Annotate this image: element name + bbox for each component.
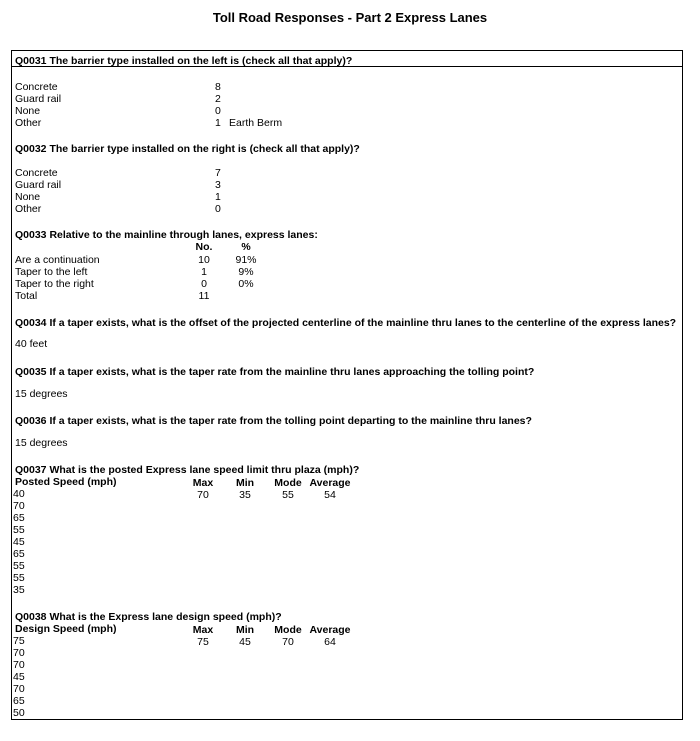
q33-no: 1: [201, 266, 207, 278]
q31-question: Q0031 The barrier type installed on the left is (check all that apply)?: [15, 55, 353, 67]
q33-no: 10: [198, 254, 210, 266]
page-title: Toll Road Responses - Part 2 Express Lanes: [212, 10, 488, 25]
q31-count: 2: [215, 93, 221, 105]
q32-count: 0: [215, 203, 221, 215]
q31-count: 1: [215, 117, 221, 129]
q38-stat-value: 45: [239, 636, 251, 648]
q33-pct: 91%: [235, 254, 257, 266]
q32-question: Q0032 The barrier type installed on the right is (check all that apply)?: [15, 143, 360, 155]
q37-value: 45: [13, 536, 25, 548]
q34-answer: 40 feet: [15, 338, 48, 350]
q37-value: 55: [13, 524, 25, 536]
q37-stat-value: 35: [239, 489, 251, 501]
q32-label: Guard rail: [15, 179, 62, 191]
q38-stat-header: Mode: [274, 624, 302, 636]
q36-answer: 15 degrees: [15, 437, 68, 449]
q32-label: Other: [15, 203, 42, 215]
q33-pct: 9%: [238, 266, 254, 278]
q37-col-label: Posted Speed (mph): [15, 476, 117, 488]
q38-value: 70: [13, 647, 25, 659]
q38-col-label: Design Speed (mph): [15, 623, 117, 635]
q37-value: 65: [13, 548, 25, 560]
q31-label: Other: [15, 117, 42, 129]
q31-count: 8: [215, 81, 221, 93]
q31-note: Earth Berm: [229, 117, 283, 129]
q33-no: 11: [198, 290, 210, 302]
q37-value: 65: [13, 512, 25, 524]
q33-label: Taper to the left: [15, 266, 88, 278]
q37-stat-header: Average: [309, 477, 351, 489]
q33-label: Are a continuation: [15, 254, 100, 266]
q38-stat-header: Average: [309, 624, 351, 636]
q37-stat-header: Mode: [274, 477, 302, 489]
q33-col-pct: %: [241, 241, 251, 253]
q31-label: Concrete: [15, 81, 58, 93]
q31-label: Guard rail: [15, 93, 62, 105]
q33-question: Q0033 Relative to the mainline through lanes, express lanes:: [15, 229, 318, 241]
q38-value: 70: [13, 659, 25, 671]
q35-question: Q0035 If a taper exists, what is the taper rate from the mainline thru lanes approaching the tolling point?: [15, 366, 535, 378]
q37-value: 55: [13, 572, 25, 584]
q38-value: 65: [13, 695, 25, 707]
q33-col-no: No.: [195, 241, 213, 253]
q31-count: 0: [215, 105, 221, 117]
q38-stat-value: 70: [282, 636, 294, 648]
q37-stat-header: Min: [235, 477, 255, 489]
q37-stat-value: 54: [324, 489, 336, 501]
q38-value: 50: [13, 707, 25, 719]
q33-label: Taper to the right: [15, 278, 94, 290]
q38-stat-value: 64: [324, 636, 336, 648]
q37-value: 35: [13, 584, 25, 596]
q37-value: 70: [13, 500, 25, 512]
q32-count: 1: [215, 191, 221, 203]
q32-label: Concrete: [15, 167, 58, 179]
q36-question: Q0036 If a taper exists, what is the taper rate from the tolling point departing to the mainline thru lanes?: [15, 415, 532, 427]
q32-label: None: [15, 191, 41, 203]
q37-stat-value: 70: [197, 489, 209, 501]
q38-stat-value: 75: [197, 636, 209, 648]
q35-answer: 15 degrees: [15, 388, 68, 400]
q32-count: 3: [215, 179, 221, 191]
q37-stat-value: 55: [282, 489, 294, 501]
q32-count: 7: [215, 167, 221, 179]
q37-stat-header: Max: [192, 477, 214, 489]
q38-stat-header: Min: [235, 624, 255, 636]
q33-pct: 0%: [238, 278, 254, 290]
q37-value: 40: [13, 488, 25, 500]
q37-question: Q0037 What is the posted Express lane speed limit thru plaza (mph)?: [15, 464, 360, 476]
q38-value: 70: [13, 683, 25, 695]
q38-stat-header: Max: [192, 624, 214, 636]
q33-label: Total: [15, 290, 38, 302]
q38-question: Q0038 What is the Express lane design speed (mph)?: [15, 611, 282, 623]
q38-value: 45: [13, 671, 25, 683]
q33-no: 0: [201, 278, 207, 290]
q38-value: 75: [13, 635, 25, 647]
q37-value: 55: [13, 560, 25, 572]
q31-label: None: [15, 105, 41, 117]
q34-question: Q0034 If a taper exists, what is the offset of the projected centerline of the mainline thru lanes to the centerline of the express lanes?: [15, 317, 677, 329]
